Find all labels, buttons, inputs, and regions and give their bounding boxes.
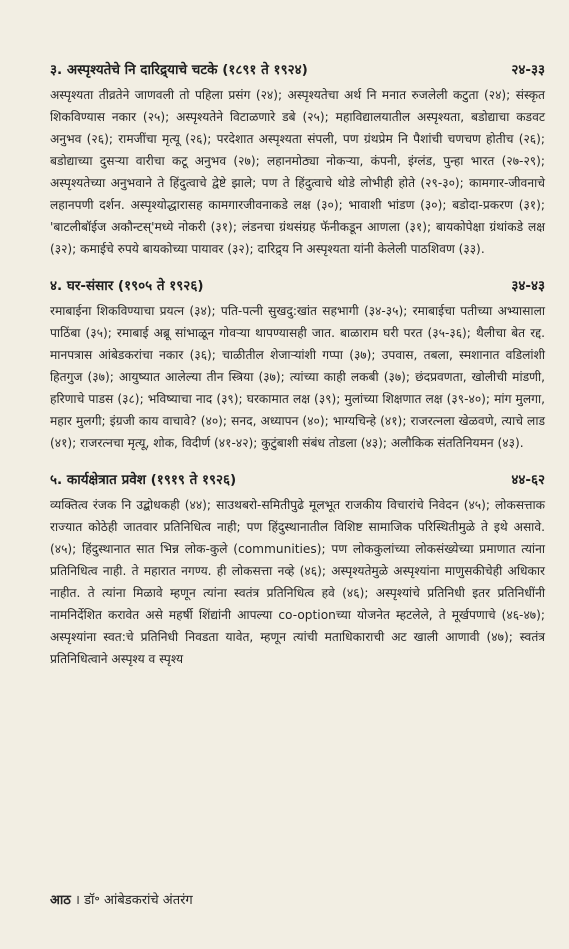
section-page-range: ४४-६२ [511,472,545,488]
section-heading [50,276,545,294]
page-number: आठ [50,893,71,908]
toc-section-3 [50,60,545,260]
toc-section-5 [50,470,545,670]
section-title: ४. घर-संसार (१९०५ ते १९२६) [50,278,204,294]
section-heading [50,470,545,488]
page-footer [50,890,193,908]
section-title: ३. अस्पृश्यतेचे नि दारिद्र्याचे चटके (१८९१ ते १९२४) [50,62,308,78]
section-page-range: ३४-४३ [511,278,545,294]
section-body: रमाबाईना शिकविण्याचा प्रयत्न (३४); पति-पत्नी सुखदु:खांत सहभागी (३४-३५); रमाबाईचा पतीच्या अभ्यासाला पाठिंबा (३५); रमाबाई अब्रू सांभाळून गोवऱ्या थापण्यासही जात. बाळाराम घरी परत (३५-३६); थैलीचा बेत रद्द. मानपत्रास आंबेडकरांचा नकार (३६); चाळीतील शेजाऱ्यांशी गप्पा (३७); उपवास, तबला, स्मशानात वडिलांशी हितगुज (३७); आयुष्यात आलेल्या तीन स्त्रिया (३७); त्यांच्या काही लकबी (३७); छंदप्रवणता, खोलीची मांडणी, हरिणाचे पाडस (३८); भविष्याचा नाद (३९); घरकामात लक्ष (३९); मुलांच्या शिक्षणात लक्ष (३९-४०); मांग मुलगा, महार मुलगी; इंग्रजी काय वाचावे? (४०); सनद, अध्यापन (४०); भाग्यचिन्हे (४१); राजरत्नला खेळवणे, त्याचे लाड (४१); राजरत्नचा मृत्यू, शोक, विदीर्ण (४१-४२); कुटुंबाशी संबंध तोडला (४३); अलौकिक संततिनियमन (४३). [50,304,545,450]
toc-section-4 [50,276,545,454]
footer-separator: । [74,893,80,908]
book-title: डॉ॰ आंबेडकरांचे अंतरंग [84,893,193,908]
section-title: ५. कार्यक्षेत्रात प्रवेश (१९१९ ते १९२६) [50,472,237,488]
section-body: व्यक्तित्व रंजक नि उद्बोधकही (४४); साउथबरो-समितीपुढे मूलभूत राजकीय विचारांचे निवेदन (४५); लोकसत्ताक राज्यात कोठेही जातवार प्रतिनिधित्व नाही; पण हिंदुस्थानातील विशिष्ट सामाजिक परिस्थितीमुळे ते इथे असावे. (४५); हिंदुस्थानात सात भिन्न लोक-कुले (communities); पण लोककुलांच्या लोकसंख्येच्या प्रमाणात त्यांना प्रतिनिधित्व नाही. ते महारात नगण्य. ही लोकसत्ता नव्हे (४६); अस्पृश्यतेमुळे अस्पृश्यांना माणुसकीचेही अधिकार नाहीत. ते त्यांना मिळावे म्हणून त्यांना स्वतंत्र प्रतिनिधित्व हवे (४६); अस्पृश्यांचे प्रतिनिधी इतर प्रतिनिधींनी नामनिर्देशित करावेत असे महर्षी शिंद्यांनी आपल्या co-optionच्या योजनेत म्हटलेले, ते मूर्खपणाचे (४६-४७); अस्पृश्यांना स्वत:चे प्रतिनिधी निवडता यावेत, म्हणून त्यांची मताधिकाराची अट खाली आणावी (४७); स्वतंत्र प्रतिनिधित्वाने अस्पृश्य व स्पृश्य [50,498,545,666]
section-body: अस्पृश्यता तीव्रतेने जाणवली तो पहिला प्रसंग (२४); अस्पृश्यतेचा अर्थ नि मनात रुजलेली कटुता (२४); संस्कृत शिकविण्यास नकार (२५); अस्पृश्यतेने विटाळणारे डबे (२५); महाविद्यालयातील अस्पृश्यता, बडोद्याचा कडवट अनुभव (२६); रामजींचा मृत्यू (२६); परदेशात अस्पृश्यता संपली, पण ग्रंथप्रेम नि पैशांची चणचण होतीच (२६); बडोद्याच्या दुसऱ्या वारीचा कटू अनुभव (२७); लहानमोठ्या नोकऱ्या, कंपनी, इंग्लंड, पुन्हा भारत (२७-२९); अस्पृश्यतेच्या अनुभवाने ते हिंदुत्वाचे द्वेष्टे झाले; पण ते हिंदुत्वाचे थोडे लोभीही होते (२९-३०); कामगार-जीवनाचे लहानपणी दर्शन. अस्पृश्योद्धारासह कामगारजीवनाकडे लक्ष (३०); भावाशी भांडण (३०); बडोदा-प्रकरण (३१); 'बाटलीबॉईज अकौन्टस्'मध्ये नोकरी (३१); लंडनचा ग्रंथसंग्रह फॅनीकडून आणला (३१); बायकोपेक्षा ग्रंथांकडे लक्ष (३२); कमाईचे रुपये बायकोच्या पायावर (३२); दारिद्र्य नि अस्पृश्यता यांनी केलेली पाठशिवण (३३). [50,88,545,256]
section-heading [50,60,545,78]
section-page-range: २४-३३ [511,62,545,78]
